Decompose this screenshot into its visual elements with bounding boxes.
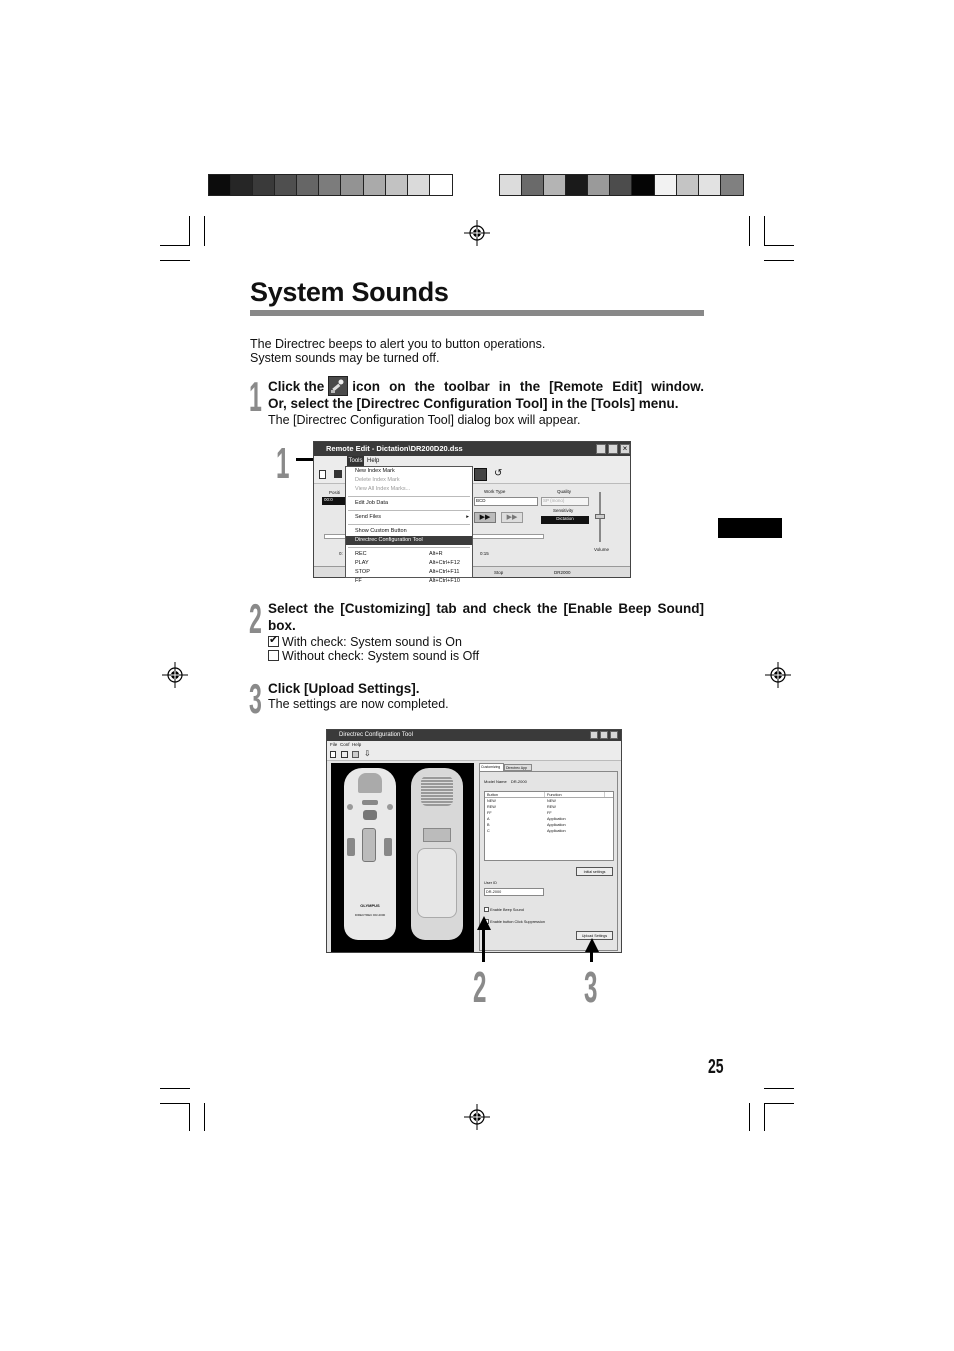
table-cell: NEW xyxy=(487,799,496,803)
work-type-select[interactable]: BCD xyxy=(474,497,538,506)
crop-mark xyxy=(204,1103,205,1131)
with-check-text: With check: System sound is On xyxy=(282,635,462,649)
center-button-icon xyxy=(363,810,377,820)
dropdown-item-label: Delete Index Mark xyxy=(355,477,400,483)
color-swatch xyxy=(297,175,319,195)
device-back xyxy=(411,768,463,940)
close-button[interactable]: × xyxy=(620,444,630,454)
dropdown-item[interactable] xyxy=(346,568,472,577)
button-function-table xyxy=(484,791,614,861)
model-name-label: Model Name xyxy=(484,779,507,784)
table-cell: Application xyxy=(547,823,566,827)
quality-label: Quality xyxy=(557,489,572,494)
open-icon[interactable] xyxy=(341,751,348,758)
position-value: 00:0 xyxy=(322,497,348,505)
volume-slider-thumb[interactable] xyxy=(595,514,605,519)
user-id-label: User ID xyxy=(484,881,497,885)
enable-beep-label: Enable Beep Sound xyxy=(490,908,524,912)
crop-mark xyxy=(160,1088,190,1089)
step-number: 1 xyxy=(249,373,262,420)
color-calibration-bar-left xyxy=(208,174,453,196)
color-swatch xyxy=(430,175,452,195)
dropdown-item-label: Show Custom Button xyxy=(355,528,407,534)
color-swatch xyxy=(522,175,544,195)
table-cell: Application xyxy=(547,829,566,833)
step-3-note: The settings are now completed. xyxy=(268,697,449,711)
user-id-input[interactable]: DR-2000 xyxy=(484,888,544,896)
intro-line-1: The Directrec beeps to alert you to button operations. xyxy=(250,337,546,351)
dropdown-item-label: STOP xyxy=(355,569,370,575)
side-button-icon xyxy=(347,838,355,856)
crop-mark xyxy=(749,216,750,246)
crop-mark xyxy=(160,260,190,261)
step-1-text-a: Click the xyxy=(268,379,325,394)
page-number: 25 xyxy=(708,1056,724,1078)
dropdown-item-label: PLAY xyxy=(355,560,369,566)
crop-mark xyxy=(749,1103,750,1131)
time-start: 0: xyxy=(339,551,343,556)
device-model: DIRECTREC DR-2000 xyxy=(354,913,386,917)
dropdown-item[interactable] xyxy=(346,577,472,586)
save-icon[interactable] xyxy=(352,751,359,758)
table-header-cell: Button xyxy=(485,792,545,797)
callout-2: 2 xyxy=(473,963,487,1012)
crop-mark xyxy=(160,1103,190,1104)
dropdown-item-shortcut: Alt+Ctrl+F12 xyxy=(429,560,460,566)
device-front xyxy=(344,768,396,940)
play-button[interactable]: ▶▶ xyxy=(474,512,496,523)
table-cell: NEW xyxy=(547,799,556,803)
color-swatch xyxy=(632,175,654,195)
intro-line-2: System sounds may be turned off. xyxy=(250,351,440,365)
quality-select[interactable]: SP (mono) xyxy=(541,497,589,506)
window-titlebar xyxy=(314,442,630,456)
device-image-panel xyxy=(331,763,474,952)
registration-mark-icon xyxy=(464,220,490,246)
callout-line xyxy=(482,928,485,962)
status-device: DR2000 xyxy=(554,570,571,575)
submenu-arrow-icon: ▸ xyxy=(466,514,469,520)
table-cell: B xyxy=(487,823,490,827)
tab-directrec-app[interactable]: Directrec App xyxy=(504,764,532,771)
crop-mark xyxy=(189,216,190,246)
step-2-line-1: Select the [Customizing] tab and check the [Enable Beep Sound] xyxy=(268,601,704,616)
without-check-note xyxy=(268,649,479,663)
enable-click-row[interactable] xyxy=(484,919,545,925)
step-3-line-1: Click [Upload Settings]. xyxy=(268,681,420,696)
crop-mark xyxy=(160,245,190,246)
minimize-button[interactable] xyxy=(590,731,598,739)
color-swatch xyxy=(209,175,231,195)
table-row[interactable] xyxy=(485,828,613,834)
figure-step-label: 1 xyxy=(276,439,290,488)
new-button-icon xyxy=(362,800,378,805)
chapter-side-tab xyxy=(718,518,782,538)
step-1-text-b: icon on the toolbar in the [Remote Edit] window. xyxy=(352,379,704,394)
dropdown-item-shortcut: Alt+Ctrl+F10 xyxy=(429,578,460,584)
tools-dropdown-menu xyxy=(345,466,473,584)
color-swatch xyxy=(341,175,363,195)
dropdown-item-label: View All Index Marks... xyxy=(355,486,411,492)
dropdown-item[interactable] xyxy=(346,513,472,522)
color-swatch xyxy=(655,175,677,195)
rec-button-icon xyxy=(387,804,393,810)
battery-cover xyxy=(417,848,457,918)
configuration-tool-button[interactable] xyxy=(474,468,487,481)
crop-mark xyxy=(764,260,794,261)
device-brand: OLYMPUS xyxy=(360,903,380,908)
menu-separator xyxy=(348,524,470,525)
upload-icon[interactable]: ⇩ xyxy=(364,749,371,758)
checked-checkbox-icon xyxy=(268,636,279,647)
window-titlebar xyxy=(327,730,621,741)
fast-forward-button[interactable]: ▶▶ xyxy=(501,512,523,523)
crop-mark xyxy=(764,245,794,246)
model-name xyxy=(484,779,527,785)
configuration-tool-window xyxy=(326,729,622,953)
dropdown-item-label: Directrec Configuration Tool xyxy=(355,537,423,543)
work-type-label: Work Type xyxy=(484,489,506,494)
with-check-note xyxy=(268,635,462,649)
registration-mark-icon xyxy=(765,662,791,688)
enable-click-label: Enable button Click Suppression xyxy=(490,920,545,924)
color-swatch xyxy=(721,175,743,195)
menu-bar xyxy=(314,456,630,466)
color-swatch xyxy=(544,175,566,195)
callout-line xyxy=(590,950,593,962)
tab-content xyxy=(479,771,618,951)
side-button-icon xyxy=(384,838,392,856)
enable-beep-row[interactable] xyxy=(484,907,524,913)
upload-settings-button[interactable]: Upload Settings xyxy=(576,931,613,940)
table-cell: REW xyxy=(487,805,496,809)
page-title: System Sounds xyxy=(250,277,449,307)
table-cell: REW xyxy=(547,805,556,809)
window-title: Remote Edit - Dictation\DR200D20.dss xyxy=(326,444,463,453)
menu-separator xyxy=(348,547,470,548)
menu-separator xyxy=(348,510,470,511)
speaker-grille xyxy=(421,776,453,806)
initial-settings-button[interactable]: Initial settings xyxy=(576,867,613,876)
step-1-line-1 xyxy=(268,378,704,396)
crop-mark xyxy=(764,216,765,246)
dropdown-item-label: REC xyxy=(355,551,367,557)
color-calibration-bar-right xyxy=(499,174,744,196)
time-end: 0:15 xyxy=(480,551,489,556)
maximize-button[interactable] xyxy=(608,444,618,454)
registration-mark-icon xyxy=(162,662,188,688)
enable-beep-checkbox[interactable] xyxy=(484,907,489,912)
crop-mark xyxy=(189,1103,190,1131)
step-number: 3 xyxy=(249,675,262,722)
dropdown-item[interactable] xyxy=(346,550,472,559)
sensitivity-value[interactable]: Dictation xyxy=(541,516,589,524)
color-swatch xyxy=(566,175,588,195)
color-swatch xyxy=(408,175,430,195)
dropdown-item[interactable] xyxy=(346,559,472,568)
configuration-tool-icon xyxy=(328,376,348,396)
registration-mark-icon xyxy=(464,1104,490,1130)
table-cell: FF xyxy=(487,811,492,815)
step-number: 2 xyxy=(249,595,262,642)
unchecked-checkbox-icon xyxy=(268,650,279,661)
menu-bar xyxy=(327,741,621,749)
window-title: Directrec Configuration Tool xyxy=(339,732,413,738)
table-cell: C xyxy=(487,829,490,833)
speaker-grille xyxy=(358,773,382,793)
color-swatch xyxy=(275,175,297,195)
status-stop: Stop xyxy=(494,570,504,575)
step-1-note: The [Directrec Configuration Tool] dialog box will appear. xyxy=(268,413,581,427)
color-swatch xyxy=(253,175,275,195)
rec-button-icon xyxy=(347,804,353,810)
without-check-text: Without check: System sound is Off xyxy=(282,649,480,663)
undo-icon[interactable]: ↺ xyxy=(494,468,503,479)
slide-switch-icon xyxy=(362,828,376,862)
color-swatch xyxy=(386,175,408,195)
crop-mark xyxy=(764,1088,794,1089)
table-cell: A xyxy=(487,817,490,821)
tab-customizing[interactable]: Customizing xyxy=(479,763,504,771)
dropdown-item-label: New Index Mark xyxy=(355,468,395,474)
dropdown-item[interactable] xyxy=(346,499,472,508)
dropdown-item-shortcut: Alt+R xyxy=(429,551,443,557)
color-swatch xyxy=(500,175,522,195)
crop-mark xyxy=(764,1103,765,1131)
title-rule xyxy=(250,310,704,316)
table-header-cell: Function xyxy=(545,792,605,797)
color-swatch xyxy=(588,175,610,195)
sensitivity-label: Sensitivity xyxy=(553,508,574,513)
belt-clip xyxy=(423,828,451,842)
close-button[interactable] xyxy=(610,731,618,739)
step-1-line-2: Or, select the [Directrec Configuration Tool] in the [Tools] menu. xyxy=(268,396,679,411)
color-swatch xyxy=(364,175,386,195)
dropdown-item xyxy=(346,485,472,494)
callout-3: 3 xyxy=(584,963,598,1012)
dropdown-item[interactable] xyxy=(346,467,472,476)
menu-help[interactable]: Help xyxy=(352,742,362,747)
step-2-line-2: box. xyxy=(268,618,296,633)
crop-mark xyxy=(764,1103,794,1104)
dropdown-item-label: Send Files xyxy=(355,514,381,520)
save-icon[interactable] xyxy=(334,470,342,478)
dropdown-item-label: Edit Job Data xyxy=(355,500,389,506)
table-cell: Application xyxy=(547,817,566,821)
new-icon[interactable] xyxy=(330,751,336,758)
table-cell: FF xyxy=(547,811,552,815)
dropdown-item-shortcut: Alt+Ctrl+F11 xyxy=(429,569,460,575)
color-swatch xyxy=(319,175,341,195)
menu-help[interactable]: Help xyxy=(367,458,380,464)
dropdown-item-label: FF xyxy=(355,578,362,584)
crop-mark xyxy=(204,216,205,246)
color-swatch xyxy=(699,175,721,195)
position-label: Positi xyxy=(329,490,341,495)
new-file-icon[interactable] xyxy=(319,470,326,479)
menu-conf[interactable]: Conf xyxy=(340,742,350,747)
model-name-value: DR-2000 xyxy=(510,779,527,784)
menu-tools[interactable]: Tools xyxy=(348,458,363,464)
color-swatch xyxy=(610,175,632,195)
menu-file[interactable]: File xyxy=(330,742,338,747)
toolbar xyxy=(327,749,621,761)
minimize-button[interactable] xyxy=(596,444,606,454)
menu-separator xyxy=(348,496,470,497)
settings-panel xyxy=(479,763,619,952)
maximize-button[interactable] xyxy=(600,731,608,739)
dropdown-item[interactable] xyxy=(346,527,472,536)
volume-label: Volume xyxy=(594,547,610,552)
dropdown-item[interactable] xyxy=(346,536,472,545)
color-swatch xyxy=(677,175,699,195)
color-swatch xyxy=(231,175,253,195)
dropdown-item xyxy=(346,476,472,485)
